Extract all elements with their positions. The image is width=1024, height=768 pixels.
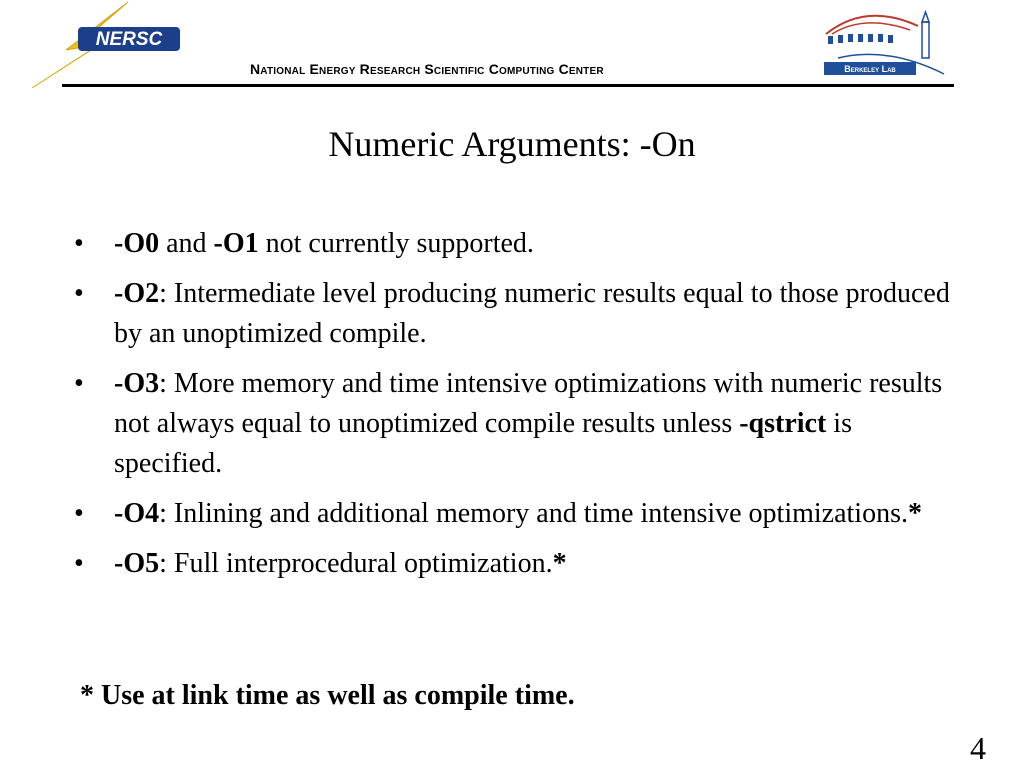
org-name: National Energy Research Scientific Computing Center	[250, 61, 604, 77]
nersc-logo-text: NERSC	[95, 29, 163, 50]
bullet-item-o2	[74, 274, 954, 354]
bullet-text: : Full interprocedural optimization.	[159, 548, 553, 579]
page-number: 4	[970, 730, 986, 766]
flag-o3: -O3	[114, 368, 160, 399]
bullet-dot: •	[74, 278, 84, 309]
bullet-dot: •	[74, 368, 84, 399]
footnote-marker: *	[552, 548, 567, 579]
flag-o0: -O0	[114, 228, 160, 259]
slide-title: Numeric Arguments: -On	[328, 124, 696, 164]
bullet-text: : Intermediate level producing numeric results equal to those produced by an unoptimized compile.	[114, 278, 950, 349]
footnote-marker: *	[907, 498, 922, 529]
bullet-text: : More memory and time intensive optimizations with numeric results not always equal to unoptimized compile results unless	[114, 368, 943, 439]
flag-o2: -O2	[114, 278, 160, 309]
bullet-text: and	[159, 228, 214, 259]
bullet-dot: •	[74, 228, 84, 259]
bullet-item-o4	[74, 494, 954, 534]
bullet-text: is specified.	[114, 408, 852, 479]
bullet-list	[74, 224, 954, 594]
footnote: * Use at link time as well as compile time.	[80, 680, 575, 711]
header-divider	[62, 84, 954, 87]
bullet-dot: •	[74, 498, 84, 529]
bullet-item-o3	[74, 364, 954, 484]
flag-o4: -O4	[114, 498, 160, 529]
bullet-text: : Inlining and additional memory and time intensive optimizations.	[159, 498, 908, 529]
bullet-dot: •	[74, 548, 84, 579]
flag-o5: -O5	[114, 548, 160, 579]
bullet-text: not currently supported.	[258, 228, 534, 259]
flag-qstrict: -qstrict	[739, 408, 827, 439]
flag-o1: -O1	[213, 228, 259, 259]
bullet-item-o0	[74, 224, 954, 264]
berkeley-lab-logo-text: Berkeley Lab	[844, 64, 896, 74]
bullet-item-o5	[74, 544, 954, 584]
nersc-logo	[30, 0, 190, 90]
berkeley-lab-logo	[818, 4, 948, 80]
